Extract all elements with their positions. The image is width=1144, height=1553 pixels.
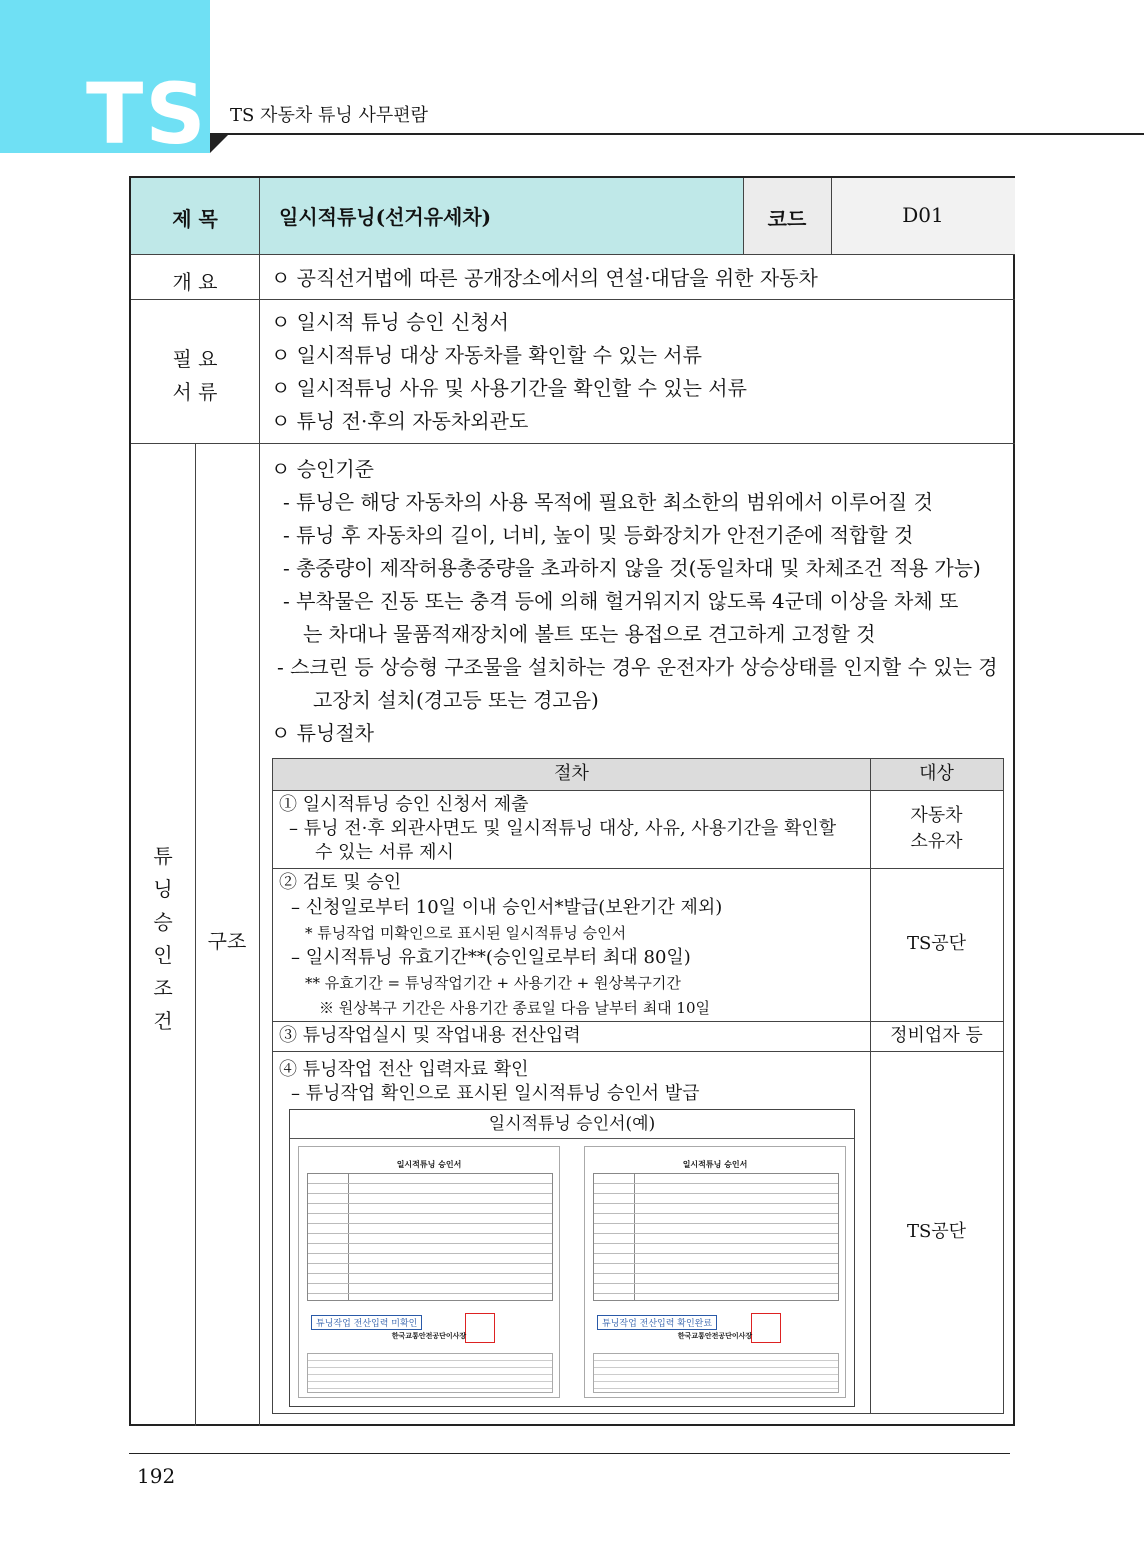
row-divider-1: [131, 254, 1015, 255]
criteria-item: - 스크린 등 상승형 구조물을 설치하는 경우 운전자가 상승상태를 인지할 수 있는 경: [277, 655, 998, 679]
row-divider-3: [131, 443, 1015, 444]
footer-rule: [129, 1453, 1010, 1454]
procedure-row-divider: [273, 790, 1003, 791]
example-certificate-title: 일시적튜닝 승인서(예): [290, 1110, 854, 1139]
step3-target: 정비업자 등: [890, 1025, 983, 1046]
step1-detail: – 튜닝 전·후 외관사면도 및 일시적튜닝 대상, 사유, 사용기간을 확인할: [289, 818, 837, 839]
step4-detail: – 튜닝작업 확인으로 표시된 일시적튜닝 승인서 발급: [291, 1083, 700, 1104]
title-label: 제 목: [172, 207, 218, 231]
procedure-heading: ㅇ 튜닝절차: [271, 721, 374, 745]
doc-item: ㅇ 튜닝 전·후의 자동차외관도: [271, 409, 529, 433]
docs-label-line2: 서 류: [172, 380, 218, 404]
step2-note: ※ 원상복구 기간은 사용기간 종료일 다음 날부터 최대 10일: [319, 999, 711, 1017]
sample-issuer: 한국교통안전공단이사장: [391, 1332, 467, 1340]
row-divider-2: [131, 299, 1015, 300]
example-certificate-figure: [289, 1109, 855, 1407]
step1-target-line1: 자동차: [910, 805, 963, 826]
step4-target: TS공단: [906, 1221, 967, 1242]
overview-label: 개 요: [172, 270, 218, 294]
procedure-row-divider: [273, 1021, 1003, 1022]
procedure-header-target: 대상: [919, 763, 954, 784]
procedure-header-step: 절차: [554, 763, 589, 784]
step4-title: ④ 튜닝작업 전산 입력자료 확인: [279, 1059, 529, 1080]
sample-issuer: 한국교통안전공단이사장: [677, 1332, 753, 1340]
running-header-title: TS 자동차 튜닝 사무편람: [230, 105, 428, 126]
step1-detail-cont: 수 있는 서류 제시: [315, 842, 454, 863]
cond-label-char: 승: [153, 910, 173, 934]
header-rule-notch: [210, 135, 228, 153]
criteria-item: - 부착물은 진동 또는 충격 등에 의해 헐거워지지 않도록 4군데 이상을 차체 또: [283, 589, 959, 613]
sample-notes: [593, 1353, 839, 1393]
step2-note: * 튜닝작업 미확인으로 표시된 일시적튜닝 승인서: [305, 924, 627, 942]
certificate-sample-unconfirmed: [298, 1146, 560, 1398]
step2-note: ** 유효기간 = 튜닝작업기간 + 사용기간 + 원상복구기간: [305, 974, 681, 992]
doc-item: ㅇ 일시적튜닝 대상 자동차를 확인할 수 있는 서류: [271, 343, 702, 367]
sample-form-grid: [593, 1173, 839, 1301]
procedure-row-divider: [273, 868, 1003, 869]
page-number: 192: [137, 1464, 176, 1488]
cond-label-char: 튜: [153, 844, 173, 868]
cond-label-char: 인: [153, 943, 173, 967]
code-value: D01: [902, 203, 944, 227]
step2-detail: – 신청일로부터 10일 이내 승인서*발급(보완기간 제외): [291, 897, 723, 918]
cond-label-char: 닝: [153, 877, 173, 901]
step2-detail: – 일시적튜닝 유효기간**(승인일로부터 최대 80일): [291, 947, 691, 968]
col-divider-label: [259, 178, 260, 1426]
criteria-item-cont: 는 차대나 물품적재장치에 볼트 또는 용접으로 견고하게 고정할 것: [303, 622, 876, 646]
criteria-item: - 총중량이 제작허용총중량을 초과하지 않을 것(동일차대 및 차체조건 적용 가능): [283, 556, 981, 580]
sample-form-grid: [307, 1173, 553, 1301]
sample-doc-title: 일시적튜닝 승인서: [682, 1160, 748, 1169]
procedure-table: [272, 758, 1004, 1414]
header-rule: [210, 133, 1144, 135]
criteria-item: - 튜닝 후 자동차의 길이, 너비, 높이 및 등화장치가 안전기준에 적합할 것: [283, 523, 914, 547]
step2-target: TS공단: [906, 933, 967, 954]
overview-text: ㅇ 공직선거법에 따른 공개장소에서의 연설·대담을 위한 자동차: [271, 266, 818, 290]
structure-label: 구조: [207, 929, 247, 953]
criteria-item: - 튜닝은 해당 자동차의 사용 목적에 필요한 최소한의 범위에서 이루어질 것: [283, 490, 933, 514]
doc-item: ㅇ 일시적 튜닝 승인 신청서: [271, 310, 509, 334]
cond-label-char: 건: [153, 1009, 173, 1033]
criteria-heading: ㅇ 승인기준: [271, 457, 374, 481]
tuning-spec-table: [129, 176, 1015, 1426]
code-label: 코드: [767, 207, 807, 231]
sample-status-stamp: 튜닝작업 전산입력 확인완료: [597, 1315, 717, 1330]
ts-logo: TS: [86, 65, 208, 163]
step3-title: ③ 튜닝작업실시 및 작업내용 전산입력: [279, 1025, 581, 1046]
step2-title: ② 검토 및 승인: [279, 872, 402, 893]
step1-target-line2: 소유자: [910, 831, 963, 852]
cond-label-char: 조: [153, 976, 173, 1000]
step1-title: ① 일시적튜닝 승인 신청서 제출: [279, 794, 529, 815]
procedure-col-divider: [870, 759, 871, 1413]
docs-label-line1: 필 요: [172, 347, 218, 371]
sample-doc-title: 일시적튜닝 승인서: [396, 1160, 462, 1169]
sample-status-stamp: 튜닝작업 전산입력 미확인: [311, 1315, 422, 1330]
sample-notes: [307, 1353, 553, 1393]
title-value: 일시적튜닝(선거유세차): [279, 205, 492, 229]
certificate-sample-confirmed: [584, 1146, 846, 1398]
procedure-row-divider: [273, 1051, 1003, 1052]
criteria-item-cont: 고장치 설치(경고등 또는 경고음): [313, 688, 599, 712]
doc-item: ㅇ 일시적튜닝 사유 및 사용기간을 확인할 수 있는 서류: [271, 376, 747, 400]
